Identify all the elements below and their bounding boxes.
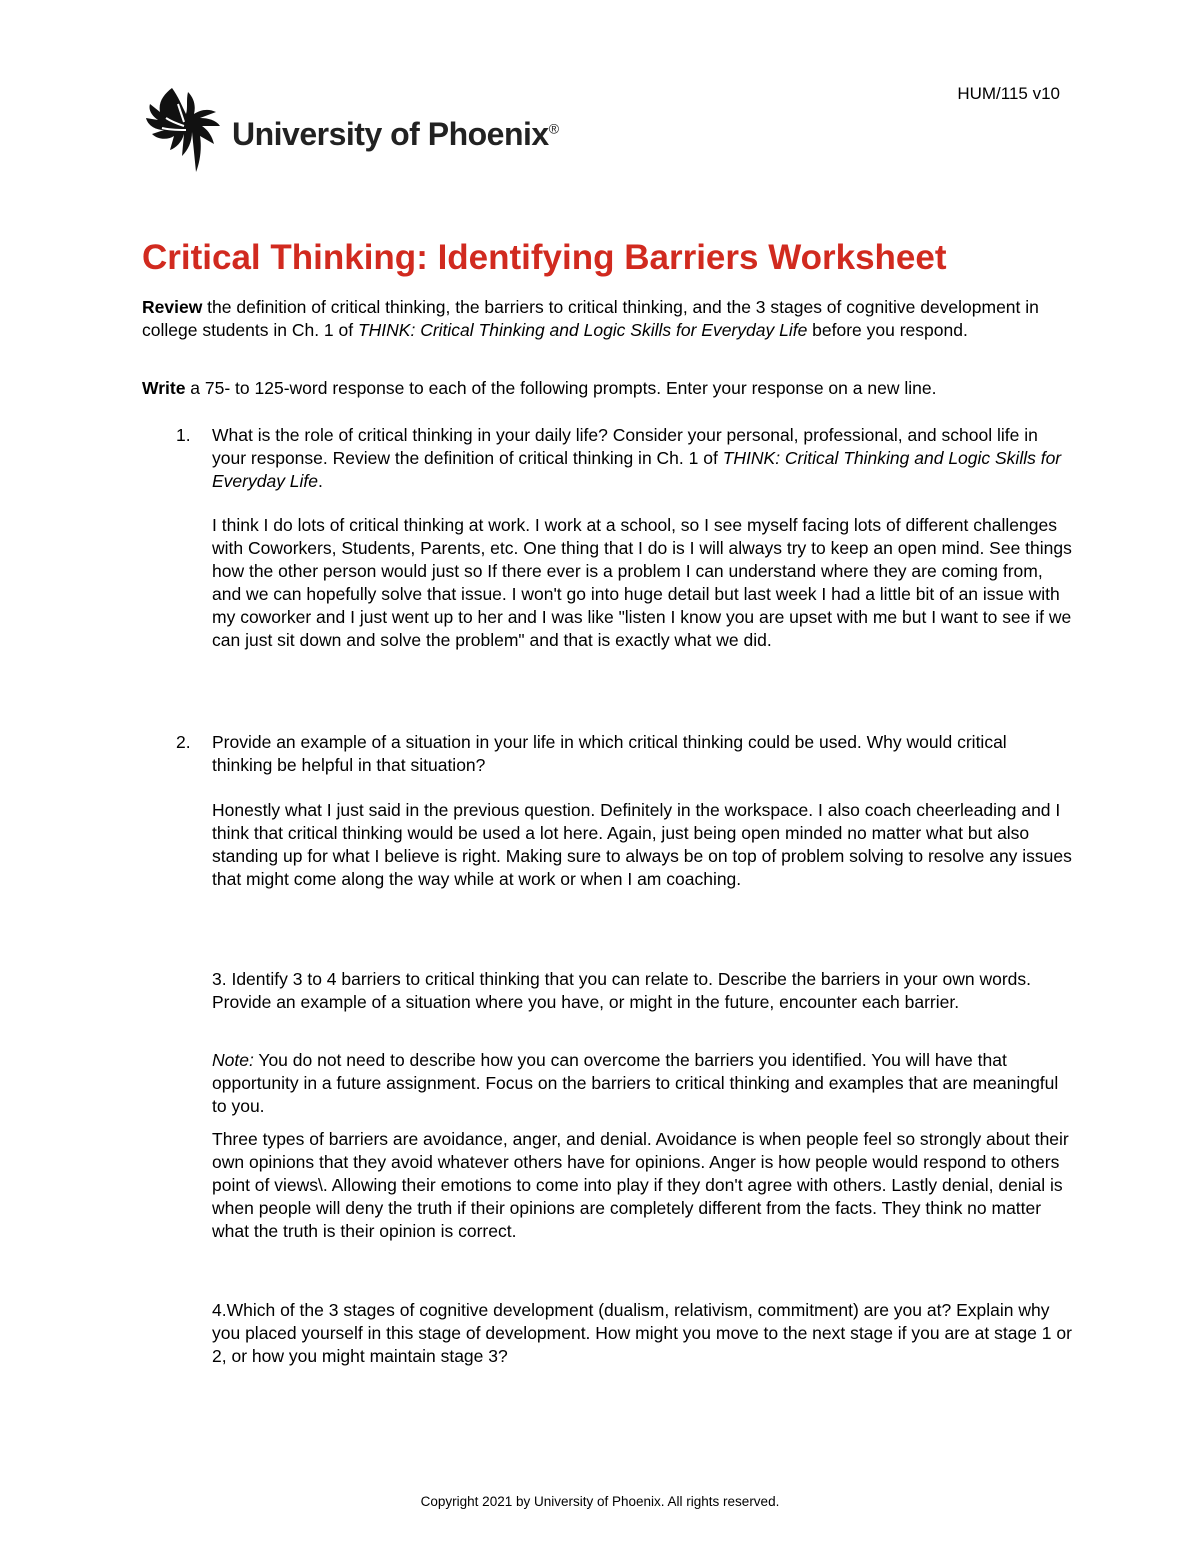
question-1-answer: I think I do lots of critical thinking at work. I work at a school, so I see myself facing lots of different challenges with Coworkers, Students, Parents, etc. One thing that I do is I will always try to keep an open mind. See things how the other person would just so If there ever is a problem I can understand where they are coming from, and we can hopefully solve that issue. I won't go into huge detail but last week I had a little bit of an issue with my coworker and I just went up to her and I was like "listen I know you are upset with me but I want to see if we can just sit down and solve the problem" and that is exactly what we did. xyxy=(212,515,1072,650)
logo-wordmark: University of Phoenix® xyxy=(232,115,559,152)
review-instructions: Review the definition of critical thinking, the barriers to critical thinking, and the 3 stages of cognitive development in college students in Ch. 1 of THINK: Critical Thinking and Logic Skills for Everyday Life before you respond. xyxy=(142,297,1039,340)
phoenix-bird-icon xyxy=(142,84,224,176)
question-3-note: Note: You do not need to describe how you can overcome the barriers you identified. You will have that opportunity in a future assignment. Focus on the barriers to critical thinking and examples that are meaningful to you. xyxy=(212,1050,1059,1116)
copyright-footer: Copyright 2021 by University of Phoenix. All rights reserved. xyxy=(420,1494,780,1509)
question-2-prompt: 2. Provide an example of a situation in your life in which critical thinking could be used. Why would critical thinking be helpful in that situation? xyxy=(176,732,1007,775)
write-instructions: Write a 75- to 125-word response to each of the following prompts. Enter your response on a new line. xyxy=(142,378,937,398)
question-number: 1. xyxy=(176,425,191,445)
question-4-prompt: 4.Which of the 3 stages of cognitive development (dualism, relativism, commitment) are you at? Explain why you placed yourself in this stage of development. How might you move to the next stage if you are at stage 1 or 2, or how you might maintain stage 3? xyxy=(212,1300,1072,1366)
question-3-answer: Three types of barriers are avoidance, anger, and denial. Avoidance is when people feel so strongly about their own opinions that they avoid whatever others have for opinions. Anger is how people would respond to others point of views\. Allowing their emotions to come into play if they don't agree with others. Lastly denial, denial is when people will deny the truth if their opinions are completely different from the facts. They think no matter what the truth is their opinion is correct. xyxy=(212,1129,1069,1241)
question-2-answer: Honestly what I just said in the previous question. Definitely in the workspace. I also coach cheerleading and I think that critical thinking would be used a lot here. Again, just being open minded no matter what but also standing up for what I believe is right. Making sure to always be on top of problem solving to resolve any issues that might come along the way while at work or when I am coaching. xyxy=(212,800,1072,889)
course-code: HUM/115 v10 xyxy=(957,84,1060,103)
page-title: Critical Thinking: Identifying Barriers Worksheet xyxy=(142,238,947,277)
question-number: 2. xyxy=(176,732,191,752)
university-logo xyxy=(142,84,559,176)
question-3-prompt: 3. Identify 3 to 4 barriers to critical thinking that you can relate to. Describe the barriers in your own words. Provide an example of a situation where you have, or might in the future, encounter each barrier. xyxy=(212,969,1031,1012)
question-1-prompt: 1. What is the role of critical thinking in your daily life? Consider your personal, professional, and school life in your response. Review the definition of critical thinking in Ch. 1 of THINK: Critical Thinking and Logic Skills for Everyday Life. xyxy=(176,425,1062,491)
